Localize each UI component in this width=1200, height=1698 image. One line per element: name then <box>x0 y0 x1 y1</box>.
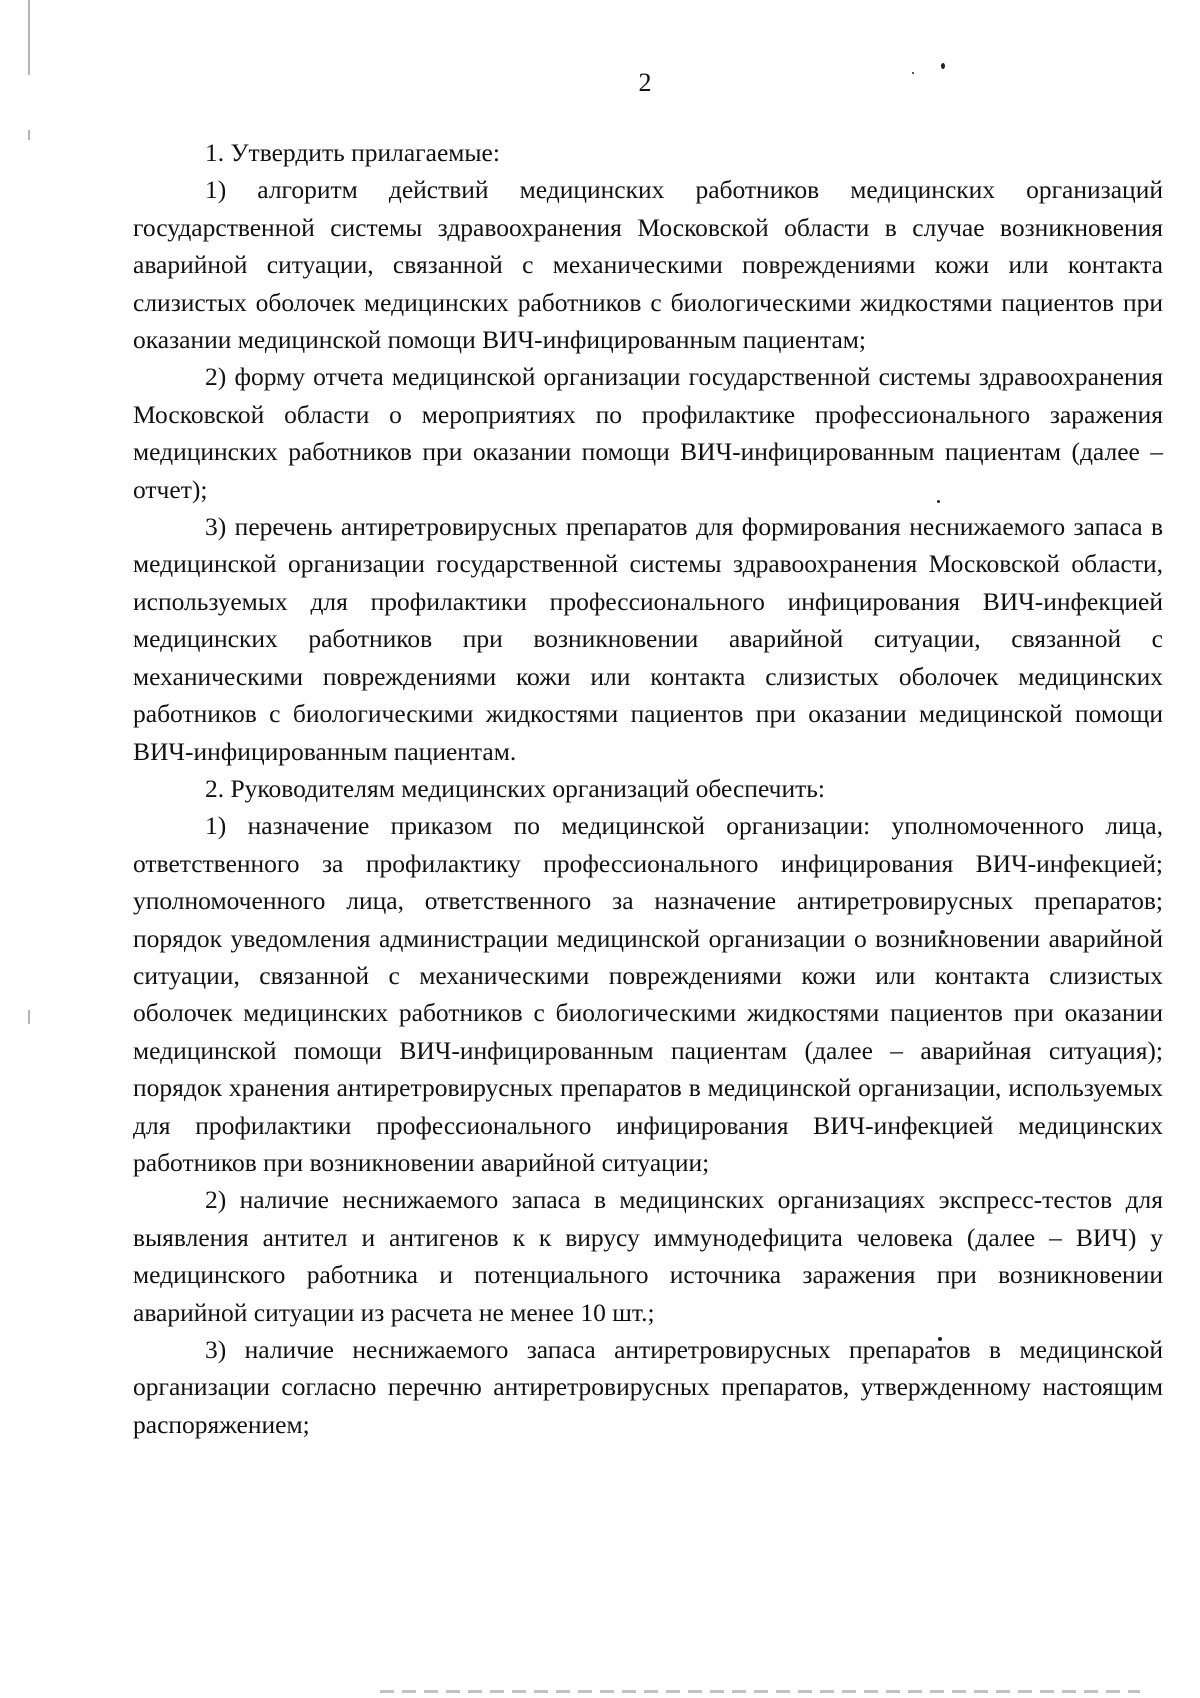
paragraph-item-1-heading: 1. Утвердить прилагаемые: <box>205 138 500 167</box>
scan-edge-mark <box>28 1010 30 1024</box>
page-number: 2 <box>638 68 652 97</box>
scan-edge-mark <box>28 130 30 140</box>
paragraph-item-1-3: 3) перечень антиретровирусных препаратов для формирования неснижаемого запаса в медицинской организации государственной системы здравоохранения Московской области, используемых для профилактики профессионального инфицирования ВИЧ-инфекцией медицинских работников при возникновении аварийной ситуации, связанной с механическими повреждениями кожи или контакта слизистых оболочек медицинских работников с биологическими жидкостями пациентов при оказании медицинской помощи ВИЧ-инфицированным пациентам. <box>133 512 1163 766</box>
paragraph-item-1-2: 2) форму отчета медицинской организации государственной системы здравоохранения Московской области о мероприятиях по профилактике профессионального заражения медицинских работников при оказании помощи ВИЧ-инфицированным пациентам (далее – отчет); <box>133 362 1163 504</box>
paragraph-item-1-1: 1) алгоритм действий медицинских работников медицинских организаций государственной системы здравоохранения Московской области в случае возникновения аварийной ситуации, связанной с механическими повреждениями кожи или контакта слизистых оболочек медицинских работников с биологическими жидкостями пациентов при оказании медицинской помощи ВИЧ-инфицированным пациентам; <box>133 175 1163 355</box>
document-body <box>133 134 1163 1443</box>
scan-bottom-streak <box>380 1690 1140 1693</box>
scan-speck <box>912 72 914 74</box>
paragraph-item-2-2: 2) наличие неснижаемого запаса в медицинских организациях экспресс-тестов для выявления антител и антигенов к к вирусу иммунодефицита человека (далее – ВИЧ) у медицинского работника и потенциального источника заражения при возникновении аварийной ситуации из расчета не менее 10 шт.; <box>133 1185 1163 1327</box>
paragraph-item-2-heading: 2. Руководителям медицинских организаций обеспечить: <box>205 773 825 803</box>
paragraph-item-2-3: 3) наличие неснижаемого запаса антиретровирусных препаратов в медицинской организации согласно перечню антиретровирусных препаратов, утвержденному настоящим распоряжением; <box>133 1335 1163 1439</box>
scan-speck <box>941 63 945 69</box>
paragraph-item-2-1: 1) назначение приказом по медицинской организации: уполномоченного лица, ответственного за профилактику профессионального инфицирования ВИЧ-инфекцией; уполномоченного лица, ответственного за назначение антиретровирусных препаратов; порядок уведомления администрации медицинской организации о возникновении аварийной ситуации, связанной с механическими повреждениями кожи или контакта слизистых оболочек медицинских работников с биологическими жидкостями пациентов при оказании медицинской помощи ВИЧ-инфицированным пациентам (далее – аварийная ситуация); порядок хранения антиретровирусных препаратов в медицинской организации, используемых для профилактики профессионального инфицирования ВИЧ-инфекцией медицинских работников при возникновении аварийной ситуации; <box>133 811 1163 1177</box>
scan-edge-mark <box>28 0 30 75</box>
